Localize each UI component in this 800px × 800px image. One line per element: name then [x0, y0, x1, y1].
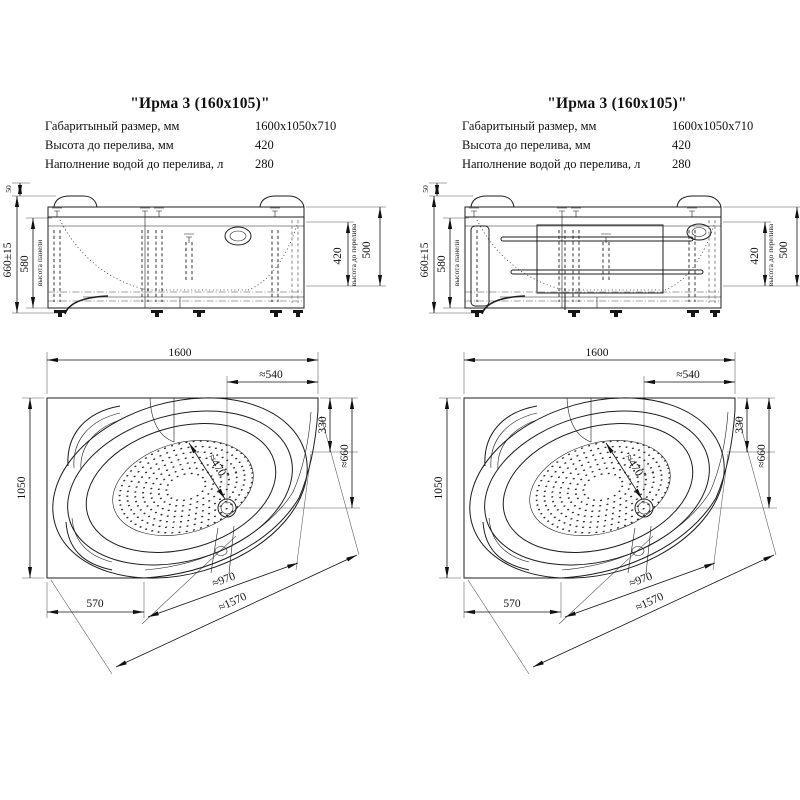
dim-panel-height: 580: [19, 255, 31, 273]
label-panel-height: высота панели: [452, 239, 461, 287]
spec-value: 420: [255, 138, 274, 152]
feet: [471, 310, 720, 317]
dim-width: 1050: [433, 476, 445, 500]
spec-label: Габаритыный размер, мм: [462, 119, 597, 133]
bathtub-plan-outline: [448, 369, 745, 606]
elevation-view: [419, 170, 800, 338]
spec-table: [462, 117, 800, 174]
spec-value: 420: [672, 138, 691, 152]
spec-label: Габаритыный размер, мм: [45, 119, 180, 133]
spec-row: [45, 136, 385, 155]
dim-width: 1050: [16, 476, 28, 500]
overflow-icon: [687, 224, 711, 240]
apron-curve: [482, 296, 525, 314]
dim-570: 570: [86, 598, 104, 610]
spec-value: 1600x1050x710: [672, 119, 754, 133]
bathtub-front-outline: [48, 196, 304, 317]
dim-470: ≈470: [622, 452, 645, 479]
spec-label: Высота до перелива, мм: [462, 138, 591, 152]
inlet-channel: [567, 398, 591, 442]
spec-row: [45, 117, 385, 136]
spec-row: [462, 117, 800, 136]
headrest-right: [677, 196, 721, 207]
dim-overall-height: 660±15: [419, 242, 431, 278]
spec-value: 280: [255, 157, 274, 171]
bathtub-plan-outline: [31, 369, 328, 606]
jet-dots: [526, 426, 681, 547]
spec-label: Высота до перелива, мм: [45, 138, 174, 152]
label-overflow-height: высота до перелива: [766, 223, 775, 287]
dim-660: ≈660: [756, 444, 768, 468]
inlet-channel: [150, 398, 174, 442]
dim-970: ≈970: [210, 570, 238, 590]
dim-length: 1600: [585, 347, 609, 359]
bathtub-front-outline: [465, 196, 721, 317]
dim-1570: ≈1570: [633, 590, 666, 614]
dim-overflow-height: 420: [332, 247, 344, 265]
feet: [54, 310, 303, 317]
dim-1570: ≈1570: [216, 590, 249, 614]
dim-470: ≈470: [205, 452, 228, 479]
spec-label: Наполнение водой до перелива, л: [45, 157, 224, 171]
dim-660: ≈660: [339, 444, 351, 468]
dim-rim-height: 500: [778, 241, 790, 259]
spec-table: [45, 117, 385, 174]
spec-label: Наполнение водой до перелива, л: [462, 157, 641, 171]
plan-view: [8, 346, 403, 698]
spec-row: [462, 136, 800, 155]
drawing-column-right: [417, 0, 800, 800]
plan-view: [425, 346, 800, 698]
dim-length: 1600: [168, 347, 192, 359]
page-title: "Ирма 3 (160x105)": [130, 95, 270, 112]
overflow-icon: [225, 227, 251, 245]
dim-570: 570: [503, 598, 521, 610]
dim-panel-height: 580: [436, 255, 448, 273]
headrest-left: [471, 196, 514, 207]
spec-value: 280: [672, 157, 691, 171]
jet-dots: [109, 426, 264, 547]
elevation-view: [2, 170, 400, 338]
dim-330: 330: [734, 416, 746, 434]
dim-540: ≈540: [676, 369, 700, 381]
page-title: "Ирма 3 (160x105)": [547, 95, 687, 112]
dim-overflow-height: 420: [749, 247, 761, 265]
dim-50: 50: [421, 185, 430, 193]
dim-50: 50: [4, 185, 13, 193]
dim-970: ≈970: [627, 570, 655, 590]
label-overflow-height: высота до перелива: [349, 223, 358, 287]
spec-value: 1600x1050x710: [255, 119, 337, 133]
headrest-right: [260, 196, 304, 207]
headrest-left: [54, 196, 97, 207]
dim-540: ≈540: [259, 369, 283, 381]
apron-curve: [65, 296, 108, 314]
dim-rim-height: 500: [361, 241, 373, 259]
dim-330: 330: [317, 416, 329, 434]
label-panel-height: высота панели: [35, 239, 44, 287]
dim-overall-height: 660±15: [2, 242, 14, 278]
